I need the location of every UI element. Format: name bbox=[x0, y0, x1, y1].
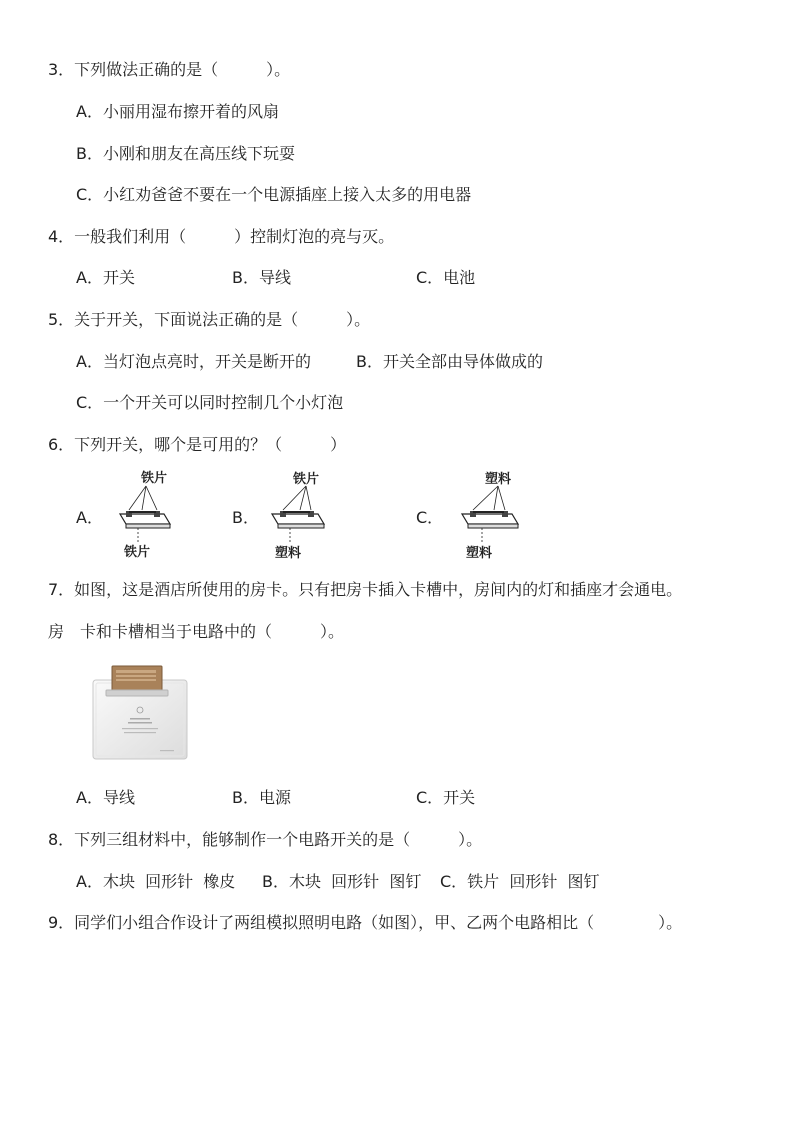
question-6-option-c[interactable]: C． bbox=[416, 508, 444, 527]
question-4-option-a[interactable]: A．开关 bbox=[76, 268, 135, 287]
question-4-stem: 4．一般我们利用（ ）控制灯泡的亮与灭。 bbox=[48, 227, 395, 246]
question-6-option-b[interactable]: B． bbox=[232, 508, 259, 527]
question-5-option-c[interactable]: C．一个开关可以同时控制几个小灯泡 bbox=[76, 393, 344, 412]
question-8-option-b[interactable]: B．木块 回形针 图钉 bbox=[262, 872, 422, 891]
question-6-stem: 6．下列开关，哪个是可用的？（ ） bbox=[48, 435, 347, 454]
question-4-option-b[interactable]: B．导线 bbox=[232, 268, 291, 287]
room-card-slot-image bbox=[92, 666, 188, 760]
question-8-stem: 8．下列三组材料中，能够制作一个电路开关的是（ ）。 bbox=[48, 830, 483, 849]
question-3-option-b[interactable]: B．小刚和朋友在高压线下玩耍 bbox=[76, 144, 295, 163]
switch-c-top-label: 塑料 bbox=[485, 472, 512, 487]
switch-b-top-label: 铁片 bbox=[293, 472, 320, 487]
switch-a-top-label: 铁片 bbox=[141, 471, 168, 486]
switch-figure-c bbox=[456, 486, 522, 538]
question-6-option-a[interactable]: A． bbox=[76, 508, 103, 527]
question-7-option-b[interactable]: B．电源 bbox=[232, 788, 291, 807]
switch-figure-b bbox=[266, 486, 326, 538]
question-3-option-a[interactable]: A．小丽用湿布擦开着的风扇 bbox=[76, 102, 279, 121]
question-7-stem-line2: 房 卡和卡槽相当于电路中的（ ）。 bbox=[48, 622, 345, 641]
question-3-option-c[interactable]: C．小红劝爸爸不要在一个电源插座上接入太多的用电器 bbox=[76, 185, 472, 204]
question-7-option-a[interactable]: A．导线 bbox=[76, 788, 135, 807]
switch-a-bottom-label: 铁片 bbox=[124, 545, 151, 560]
question-5-stem: 5．关于开关，下面说法正确的是（ ）。 bbox=[48, 310, 371, 329]
question-5-option-b[interactable]: B．开关全部由导体做成的 bbox=[356, 352, 543, 371]
question-4-option-c[interactable]: C．电池 bbox=[416, 268, 476, 287]
question-8-option-a[interactable]: A．木块 回形针 橡皮 bbox=[76, 872, 236, 891]
question-3-stem: 3．下列做法正确的是（ ）。 bbox=[48, 60, 291, 79]
switch-c-bottom-label: 塑料 bbox=[466, 546, 493, 561]
question-5-option-a[interactable]: A．当灯泡点亮时，开关是断开的 bbox=[76, 352, 311, 371]
switch-b-bottom-label: 塑料 bbox=[275, 546, 302, 561]
switch-figure-a bbox=[112, 486, 172, 538]
question-8-option-c[interactable]: C．铁片 回形针 图钉 bbox=[440, 872, 600, 891]
question-7-option-c[interactable]: C．开关 bbox=[416, 788, 476, 807]
question-7-stem-line1: 7．如图，这是酒店所使用的房卡。只有把房卡插入卡槽中，房间内的灯和插座才会通电。 bbox=[48, 580, 683, 599]
question-9-stem: 9．同学们小组合作设计了两组模拟照明电路（如图），甲、乙两个电路相比（ ）。 bbox=[48, 913, 683, 932]
